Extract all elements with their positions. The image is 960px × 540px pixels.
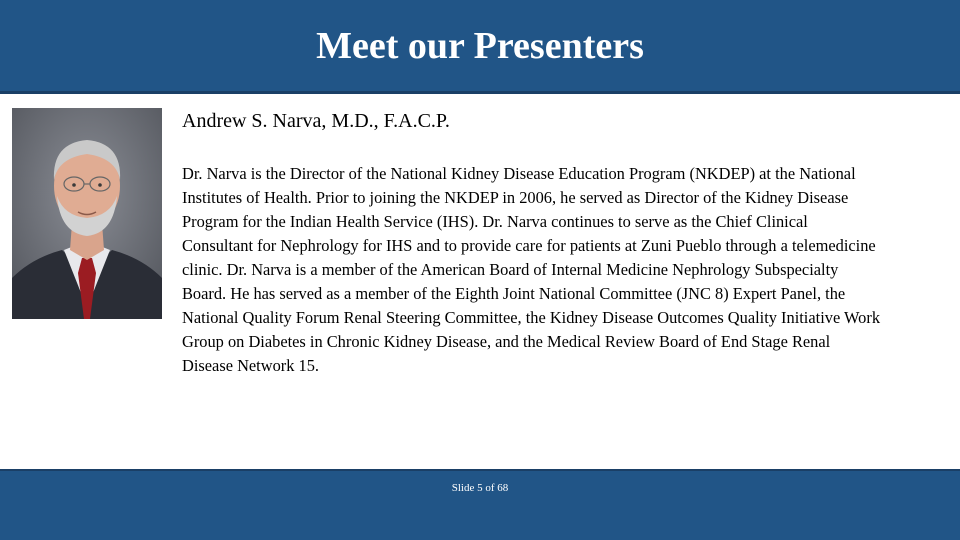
title-banner	[0, 0, 960, 94]
presenter-bio: Dr. Narva is the Director of the National Kidney Disease Education Program (NKDEP) at the National Institutes of Health. Prior to joining the NKDEP in 2006, he served as Director of the Kidney Disease Program for the Indian Health Service (IHS). Dr. Narva continues to serve as the Chief Clinical Consultant for Nephrology for IHS and to provide care for patients at Zuni Pueblo through a telemedicine clinic. Dr. Narva is a member of the American Board of Internal Medicine Nephrology Subspecialty Board. He has served as a member of the Eighth Joint National Committee (JNC 8) Expert Panel, the National Quality Forum Renal Steering Committee, the Kidney Disease Outcomes Quality Initiative Work Group on Diabetes in Chronic Kidney Disease, and the Medical Review Board of End Stage Renal Disease Network 15.	[182, 164, 881, 375]
presenter-name: Andrew S. Narva, M.D., F.A.C.P.	[182, 110, 450, 132]
slide-title: Meet our Presenters	[316, 24, 644, 67]
presenter-info	[182, 108, 882, 378]
presenter-photo	[12, 108, 162, 319]
footer-banner	[0, 469, 960, 540]
slide-number: Slide 5 of 68	[451, 482, 509, 494]
